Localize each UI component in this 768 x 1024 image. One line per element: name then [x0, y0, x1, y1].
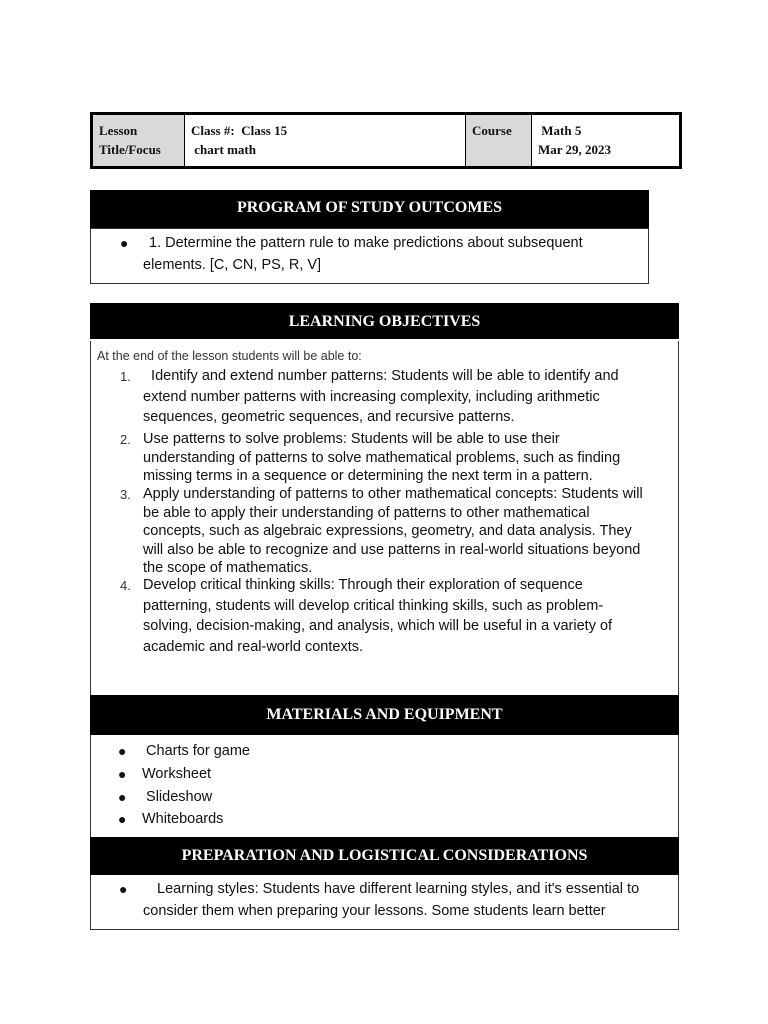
objective-number: 3.: [120, 487, 131, 502]
lesson-label: Lesson: [99, 123, 138, 138]
class-cell: [185, 115, 466, 166]
course-label-cell: [466, 115, 532, 166]
program-outcome-line-1: 1. Determine the pattern rule to make predictions about subsequent: [149, 235, 583, 251]
objective-line: patterning, students will develop critical thinking skills, such as problem-: [143, 597, 604, 614]
lesson-date: Mar 29, 2023: [538, 142, 612, 157]
objective-line: be able to apply their understanding of patterns to other mathematical: [143, 504, 590, 521]
preparation-box: [90, 875, 679, 930]
bullet-icon: ●: [118, 811, 127, 827]
program-outcomes-title: PROGRAM OF STUDY OUTCOMES: [236, 199, 503, 216]
bullet-icon: ●: [118, 789, 127, 805]
title-focus-label: Title/Focus: [99, 142, 161, 157]
material-item: Slideshow: [142, 789, 213, 805]
program-outcome-line-2: elements. [C, CN, PS, R, V]: [143, 257, 322, 273]
objective-line: sequences, geometric sequences, and recursive patterns.: [143, 409, 515, 425]
objective-line: the scope of mathematics.: [143, 560, 313, 576]
lesson-header-table: [90, 112, 682, 169]
learning-objectives-header: [90, 303, 679, 341]
objective-line: solving, decision-making, and analysis, which will be useful in a variety of: [143, 618, 613, 634]
objective-line: extend number patterns with increasing complexity, including arithmetic: [143, 388, 600, 405]
program-outcomes-box: [90, 228, 649, 284]
objective-number: 4.: [120, 578, 131, 593]
objective-line: understanding of patterns to solve mathematical problems, such as finding: [143, 449, 621, 466]
course-label: Course: [472, 123, 512, 138]
objective-line: concepts, such as algebraic expressions, geometry, and data analysis. They: [143, 523, 632, 539]
material-item: Charts for game: [142, 743, 250, 759]
objective-number: 1.: [120, 369, 131, 384]
objective-line: Use patterns to solve problems: Students will be able to use their: [143, 431, 560, 447]
preparation-line-2: consider them when preparing your lessons. Some students learn better: [143, 903, 606, 919]
learning-objectives-title: LEARNING OBJECTIVES: [288, 313, 481, 330]
bullet-icon: ●: [118, 743, 127, 759]
objective-line: Develop critical thinking skills: Through their exploration of sequence: [143, 577, 583, 593]
preparation-line-1: Learning styles: Students have different learning styles, and it's essential to: [149, 881, 640, 897]
material-item: Whiteboards: [142, 811, 224, 827]
course-value-cell: [532, 115, 679, 166]
objective-line: academic and real-world contexts.: [143, 638, 364, 655]
objective-number: 2.: [120, 432, 131, 447]
program-outcomes-header: [90, 190, 649, 228]
objective-line: Identify and extend number patterns: Students will be able to identify and: [143, 368, 619, 384]
class-number: Class #: Class 15: [191, 123, 288, 138]
material-item: Worksheet: [142, 766, 212, 782]
objective-line: missing terms in a sequence or determining the next term in a pattern.: [143, 468, 593, 484]
lesson-topic: chart math: [191, 142, 256, 157]
course-name: Math 5: [538, 123, 582, 138]
objectives-intro: At the end of the lesson students will be able to:: [97, 349, 362, 363]
objective-line: Apply understanding of patterns to other mathematical concepts: Students will: [143, 486, 643, 502]
objective-line: will also be able to recognize and use patterns in real-world situations beyond: [143, 541, 641, 558]
materials-title: MATERIALS AND EQUIPMENT: [266, 706, 503, 723]
lesson-title-label-cell: [93, 115, 185, 166]
preparation-title: PREPARATION AND LOGISTICAL CONSIDERATIONS: [181, 847, 588, 864]
materials-header: [90, 695, 679, 735]
bullet-icon: ●: [118, 766, 127, 782]
bullet-icon: ●: [119, 881, 128, 897]
bullet-icon: ●: [120, 235, 129, 251]
preparation-header: [90, 837, 679, 875]
